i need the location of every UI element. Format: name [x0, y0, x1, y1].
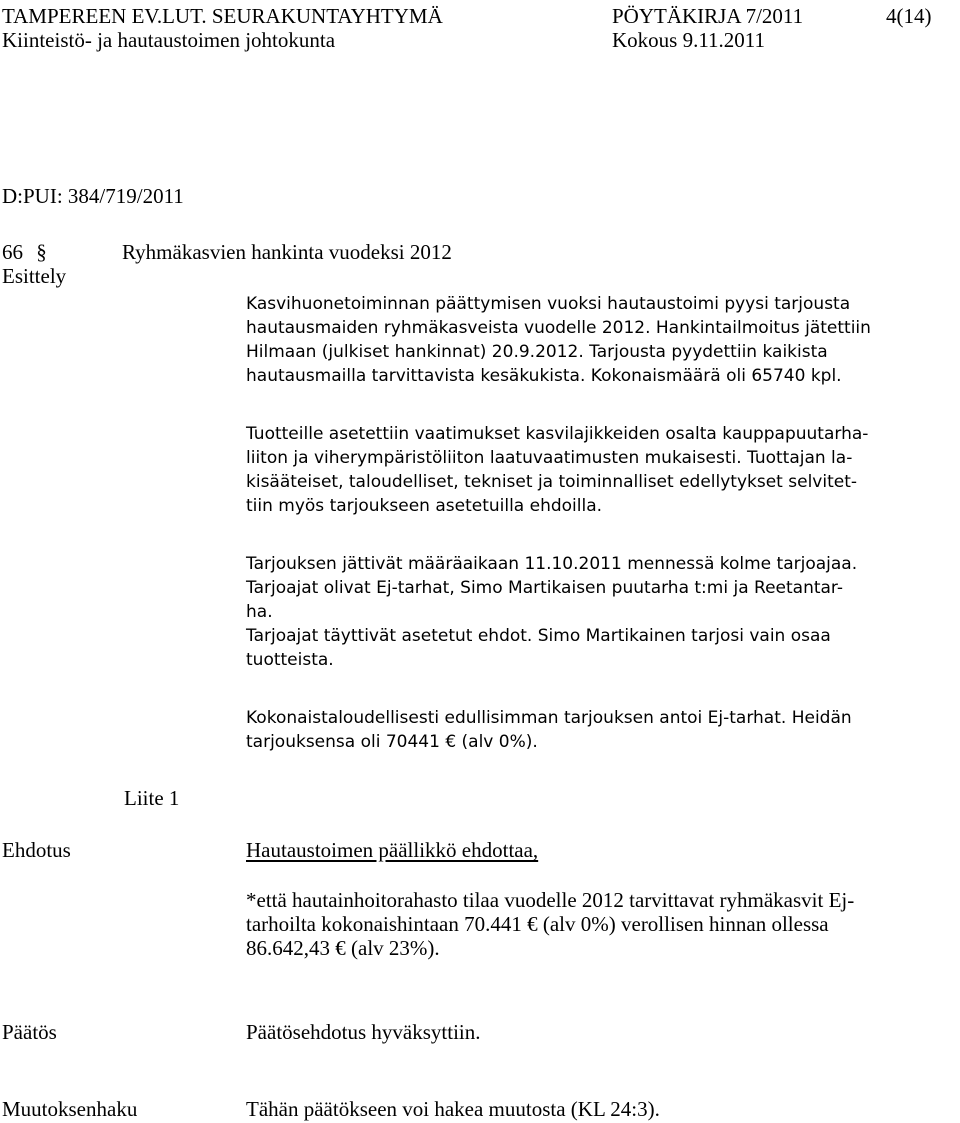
appeal-text: Tähän päätökseen voi hakea muutosta (KL 24:3).: [246, 1097, 660, 1121]
text-line: tuotteista.: [246, 650, 334, 670]
text-line: tarjouksensa oli 70441 € (alv 0%).: [246, 732, 538, 752]
section-sign: §: [36, 240, 47, 264]
ehdotus-label: Ehdotus: [2, 838, 71, 862]
esittely-paragraph-4: [246, 706, 852, 754]
text-line: hautausmaiden ryhmäkasveista vuodelle 2012. Hankintailmoitus jätettiin: [246, 318, 871, 338]
proposal-lead: Hautaustoimen päällikkö ehdottaa,: [246, 838, 539, 862]
muutoksenhaku-label: Muutoksenhaku: [2, 1097, 138, 1121]
attachment-reference: Liite 1: [124, 786, 180, 810]
text-line: kisääteiset, taloudelliset, tekniset ja toiminnalliset edellytykset selvitet-: [246, 472, 857, 492]
text-line: ha.: [246, 602, 273, 622]
text-line: tiin myös tarjoukseen asetetuilla ehdoilla.: [246, 496, 603, 516]
text-line: hautausmailla tarvittavista kesäkukista. Kokonaismäärä oli 65740 kpl.: [246, 366, 842, 386]
esittely-paragraph-1: [246, 292, 871, 388]
header-organization: TAMPEREEN EV.LUT. SEURAKUNTAYHTYMÄ: [2, 4, 443, 28]
text-line: Tarjouksen jättivät määräaikaan 11.10.2011 mennessä kolme tarjoajaa.: [246, 554, 858, 574]
decision-text: Päätösehdotus hyväksyttiin.: [246, 1020, 481, 1044]
text-line: Hilmaan (julkiset hankinnat) 20.9.2012. Tarjousta pyydettiin kaikista: [246, 342, 828, 362]
text-line: Tarjoajat täyttivät asetetut ehdot. Simo Martikainen tarjosi vain osaa: [246, 626, 831, 646]
header-page-number: 4(14): [886, 4, 932, 28]
esittely-paragraph-2: [246, 422, 868, 518]
text-line: liiton ja viherympäristöliiton laatuvaatimusten mukaisesti. Tuottajan la-: [246, 448, 853, 468]
text-line: *että hautainhoitorahasto tilaa vuodelle 2012 tarvittavat ryhmäkasvit Ej-: [246, 888, 855, 912]
text-line: tarhoilta kokonaishintaan 70.441 € (alv 0%) verollisen hinnan ollessa: [246, 912, 829, 936]
text-line: Kasvihuonetoiminnan päättymisen vuoksi hautaustoimi pyysi tarjousta: [246, 294, 851, 314]
text-line: Kokonaistaloudellisesti edullisimman tarjouksen antoi Ej-tarhat. Heidän: [246, 708, 852, 728]
text-line: Tarjoajat olivat Ej-tarhat, Simo Martikaisen puutarha t:mi ja Reetantar-: [246, 578, 843, 598]
text-line: Tuotteille asetettiin vaatimukset kasvilajikkeiden osalta kauppapuutarha-: [246, 424, 869, 444]
item-number: [2, 240, 47, 264]
header-meeting: Kokous 9.11.2011: [612, 28, 766, 52]
record-id: D:PUI: 384/719/2011: [2, 184, 184, 208]
paatos-label: Päätös: [2, 1020, 57, 1044]
header-document-title: PÖYTÄKIRJA 7/2011: [612, 4, 804, 28]
item-title: Ryhmäkasvien hankinta vuodeksi 2012: [122, 240, 452, 264]
text-line: 86.642,43 € (alv 23%).: [246, 936, 440, 960]
header-board: Kiinteistö- ja hautaustoimen johtokunta: [2, 28, 336, 52]
proposal-text: [246, 888, 854, 960]
esittely-label: Esittely: [2, 264, 67, 288]
item-number-value: 66: [2, 240, 23, 264]
esittely-paragraph-3: [246, 552, 857, 672]
